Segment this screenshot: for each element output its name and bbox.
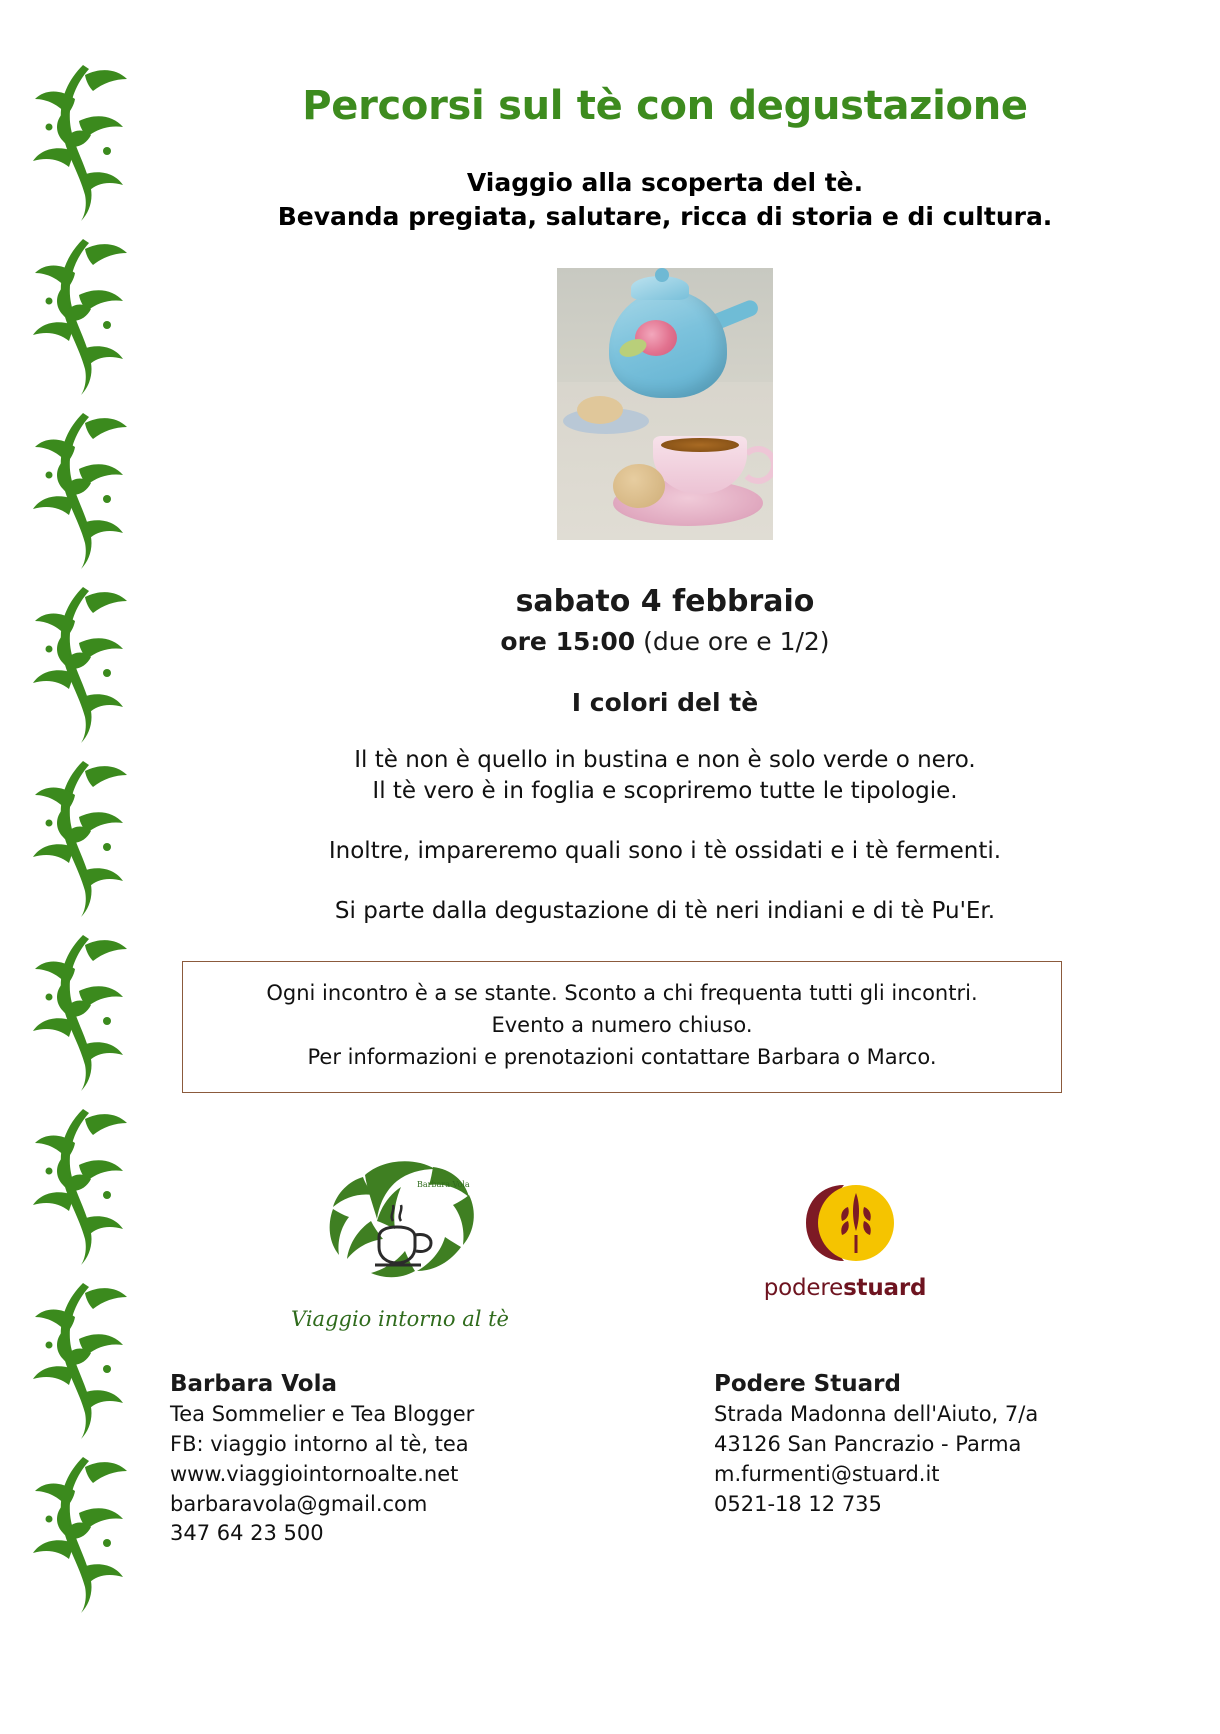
subtitle [170,166,1160,234]
logos-row [170,1151,1160,1331]
teapot-and-teacup-photo [557,268,773,540]
paragraph-3: Si parte dalla degustazione di tè neri indiani e di tè Pu'Er. [334,897,996,924]
podere-stuard-logo-block [630,1151,1060,1301]
vine-ornament-icon [23,577,143,745]
subtitle-line-2: Bevanda pregiata, salutare, ricca di storia e di cultura. [277,201,1053,231]
vine-ornament-icon [23,751,143,919]
contact-address-street: Strada Madonna dell'Aiuto, 7/a [714,1402,1039,1427]
wreath-mark-text: Barbara Vola [417,1180,470,1190]
paragraph-2: Inoltre, impareremo quali sono i tè ossidati e i tè fermenti. [328,837,1002,864]
event-time-hour: ore 15:00 [500,626,636,656]
info-note-box [182,961,1062,1093]
vine-ornament-icon [23,1273,143,1441]
contact-address-city: 43126 San Pancrazio - Parma [714,1431,1022,1456]
contact-block-barbara [170,1371,630,1549]
contact-phone: 0521-18 12 735 [714,1491,882,1516]
page-title: Percorsi sul tè con degustazione [302,83,1028,129]
vine-ornament-icon [23,229,143,397]
section-title: I colori del tè [571,687,759,717]
contact-facebook: FB: viaggio intorno al tè, tea [170,1431,469,1456]
vine-ornament-icon [23,925,143,1093]
vine-ornament-icon [23,403,143,571]
decorative-left-border [18,55,148,1675]
paragraph-1-line-2: Il tè vero è in foglia e scopriremo tutte le tipologie. [372,778,958,805]
wordmark-light: podere [763,1275,844,1302]
vine-ornament-icon [23,1447,143,1615]
contact-role: Tea Sommelier e Tea Blogger [170,1402,475,1427]
contact-phone: 347 64 23 500 [170,1521,324,1546]
vine-ornament-icon [23,1099,143,1267]
vine-ornament-icon [23,55,143,223]
contact-name: Podere Stuard [714,1371,901,1398]
contact-name: Barbara Vola [170,1371,337,1398]
contact-block-podere-stuard [630,1371,1144,1549]
contact-website[interactable]: www.viaggiointornoalte.net [170,1461,459,1486]
hero-image-wrapper [170,268,1160,540]
note-line-2: Evento a numero chiuso. [491,1013,753,1038]
viaggio-intorno-al-te-logo-block [170,1151,630,1331]
poster-content [150,0,1200,1734]
logo-caption: Viaggio intorno al tè [291,1307,509,1332]
note-line-3: Per informazioni e prenotazioni contattare Barbara o Marco. [307,1045,937,1070]
wordmark-bold: stuard [843,1275,927,1302]
paragraph-1-line-1: Il tè non è quello in bustina e non è solo verde o nero. [354,746,976,773]
tea-wreath-logo-icon [305,1151,495,1301]
subtitle-line-1: Viaggio alla scoperta del tè. [466,168,864,197]
contacts-row [170,1371,1160,1549]
event-time [170,627,1160,656]
event-duration: (due ore e 1/2) [635,626,830,656]
podere-stuard-logo-icon [770,1179,920,1263]
podere-stuard-wordmark [764,1275,927,1301]
note-line-1: Ogni incontro è a se stante. Sconto a chi frequenta tutti gli incontri. [266,981,978,1006]
contact-email[interactable]: m.furmenti@stuard.it [714,1461,940,1486]
paragraph-1 [170,745,1160,808]
event-date: sabato 4 febbraio [515,583,815,619]
contact-email[interactable]: barbaravola@gmail.com [170,1491,428,1516]
